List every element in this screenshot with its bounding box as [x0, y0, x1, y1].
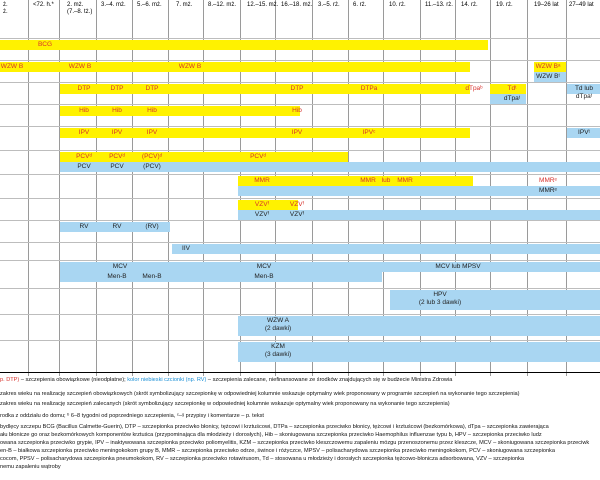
vaccine-label: VZVᶠ	[289, 201, 305, 208]
legend-text: p. DTP)	[0, 377, 20, 383]
vaccine-label: VZVᶠ	[254, 211, 270, 218]
header-cell	[280, 0, 313, 11]
vaccine-label: dTpaᵗ	[503, 95, 521, 102]
header-text: ż.	[3, 9, 8, 15]
header-text: 7. mż.	[176, 2, 193, 8]
mandatory-bar	[238, 176, 473, 186]
vaccine-label: Men-B	[142, 273, 162, 280]
header-cell	[2, 0, 9, 18]
header-cell	[388, 0, 407, 11]
legend-text: nemu zapaleniu wątroby	[0, 464, 61, 470]
vaccine-label: Men-B	[107, 273, 127, 280]
row-divider	[0, 314, 600, 315]
vaccine-label: PCV	[110, 163, 124, 170]
legend-text: zakres wieku na realizację szczepień obowiązkowych (skrót symbolizujący szczepionkę w odpowiedniej kolumnie wskazuje optymalny wiek proponowany w programie szczepień na wykonanie tego szczepienia)	[0, 391, 520, 397]
legend-text: ału błonicze go oraz bezkomórkowych komponentów krztuśca (przypominająca dla młodzieży i dorosłych), Hib – skoniugowana szczepionka przeciwko Haemophilus influenzae typu b, HPV – szczepionka przeciwko ludz	[0, 432, 542, 438]
vaccine-label: (PCV)ᵈ	[141, 153, 163, 160]
legend-line	[0, 412, 264, 420]
legend-line	[0, 400, 450, 408]
vaccine-label: (RV)	[145, 223, 159, 230]
vaccine-label: dTpaᵗ	[575, 93, 593, 100]
header-text: 12.–15. mż.	[247, 2, 279, 8]
legend-text: owana szczepionka przeciwko grypie, IPV – inaktywowana szczepionka przeciwko poliomyelitis, KZM – szczepionka przeciwko kleszczowemu zapaleniu mózgu przenoszonemu przez kleszcze, MCV – skoniugowana szczepionka przeciwk	[0, 440, 590, 446]
vaccine-label: Td lub	[574, 85, 594, 92]
vaccine-label: VZVᶠ	[254, 201, 270, 208]
vaccine-label: IPV	[111, 129, 123, 136]
row-divider	[0, 150, 600, 151]
header-text: 27–49 lat	[569, 2, 594, 8]
vaccine-label: RV	[79, 223, 89, 230]
vaccine-label: WZW Bᵗ	[536, 73, 560, 80]
recommended-bar	[60, 162, 600, 172]
row-divider	[0, 82, 600, 83]
row-divider	[0, 126, 600, 127]
recommended-bar	[238, 342, 600, 362]
header-text: ż.	[3, 2, 8, 8]
vaccine-label: Tdᵗ	[507, 85, 517, 92]
column-divider	[59, 0, 60, 376]
mandatory-bar	[60, 106, 300, 116]
vaccine-label: PCVᵈ	[250, 153, 266, 160]
header-text: 8.–12. mż.	[208, 2, 237, 8]
vaccine-label: DTP	[77, 85, 91, 92]
vaccine-label: IPV	[146, 129, 158, 136]
legend-line	[0, 376, 452, 384]
recommended-bar	[238, 316, 600, 336]
vaccine-label: (PCV)	[143, 163, 161, 170]
row-divider	[0, 104, 600, 105]
header-cell	[246, 0, 279, 11]
column-divider	[28, 0, 29, 376]
header-text: 19. rż.	[496, 2, 513, 8]
column-divider	[96, 0, 97, 376]
vaccine-label: WZW B	[178, 63, 202, 70]
vaccine-label: WZW A	[266, 317, 290, 324]
legend-line	[0, 431, 542, 439]
header-text: 5.–6. mż.	[137, 2, 162, 8]
vaccine-label: MMRᵉ	[539, 187, 557, 194]
row-divider	[0, 174, 600, 175]
row-divider	[0, 288, 600, 289]
header-cell	[533, 0, 560, 11]
header-cell	[495, 0, 514, 11]
vaccine-label: PCVᵈ	[76, 153, 92, 160]
header-cell	[32, 0, 55, 11]
header-text: 2. mż.	[67, 2, 84, 8]
header-text: 16.–18. mż.	[281, 2, 313, 8]
vaccine-label: IPVᵗ	[578, 129, 590, 136]
row-divider	[0, 60, 600, 61]
vaccine-label: DTPa	[360, 85, 378, 92]
vaccine-label: (2 dawki)	[264, 325, 292, 332]
vaccine-label: Hib	[147, 107, 157, 114]
vaccine-label: (3 dawki)	[264, 351, 292, 358]
vaccine-label: DTP	[110, 85, 124, 92]
vaccine-label: WZW B	[68, 63, 92, 70]
column-divider	[203, 0, 204, 376]
vaccine-label: WZW Bᵃ	[535, 63, 561, 70]
header-cell	[424, 0, 454, 11]
legend-text: rodka z oddziału do domu; ᵇ 6–8 tygodni od poprzedniego szczepienia, ᶜ–ᵍ przypisy i komentarze – p. tekst	[0, 413, 264, 419]
vaccine-label: IPV	[291, 129, 303, 136]
legend-divider	[0, 372, 600, 373]
row-divider	[0, 198, 600, 199]
legend-line	[0, 455, 524, 463]
recommended-bar	[60, 262, 600, 272]
row-divider	[0, 340, 600, 341]
vaccine-label: DTP	[145, 85, 159, 92]
header-text: 6. rż.	[353, 2, 367, 8]
vaccine-label: VZVᶠ	[289, 211, 305, 218]
header-cell	[352, 0, 367, 11]
header-cell	[136, 0, 163, 11]
vaccine-label: IPVᶜ	[362, 129, 376, 136]
vaccine-label: MMR	[254, 177, 270, 184]
legend-text: en-B – białkowa szczepionka przeciwko meningokokom grupy B, MMR – szczepionka przeciwko odrze, śwince i różyczce, MPSV – polisacharydowa szczepionka przeciwko meningokokom, PCV – skoniugowana szczepionka	[0, 448, 555, 454]
legend-line	[0, 463, 61, 471]
legend-line	[0, 439, 589, 447]
header-cell	[568, 0, 595, 11]
header-text: 3.–4. mż.	[101, 2, 126, 8]
row-divider	[0, 38, 600, 39]
vaccine-label: IIV	[182, 245, 190, 252]
column-divider	[168, 0, 169, 376]
vaccine-label: MMR	[397, 177, 413, 184]
row-divider	[0, 220, 600, 221]
legend-text: – szczepienia zalecane, niefinansowane ze środków znajdujących się w budżecie Ministra Zdrowia	[206, 377, 453, 383]
vaccine-label: IPV	[78, 129, 90, 136]
row-divider	[0, 242, 600, 243]
vaccine-label: HPV	[433, 291, 447, 298]
vaccine-label: Hib	[292, 107, 302, 114]
vaccine-label: lub	[381, 177, 391, 184]
header-text: 11.–13. rż.	[425, 2, 453, 8]
header-text: <72. h.*	[33, 2, 54, 8]
vaccine-label: BCG	[37, 41, 53, 48]
legend-line	[0, 390, 520, 398]
header-cell	[460, 0, 479, 11]
vaccine-label: MCV lub MPSV	[435, 263, 481, 270]
header-cell	[317, 0, 341, 11]
vaccine-label: WZW B	[0, 63, 24, 70]
legend-text: bydlęcy szczepu BCG (Bacillus Calmette-Guerin), DTP – szczepionka przeciwko błonicy, tężcowi i krztuścowi, DTPa – szczepionka przeciwko błonicy, tężcowi i krztuścowi (bezkomórkowa), dTpa – szczepionka zawierająca	[0, 424, 549, 430]
vaccine-label: MCV	[256, 263, 272, 270]
legend-text: – szczepienia obowiązkowe (nieodpłatne);	[19, 377, 128, 383]
header-text: 10. rż.	[389, 2, 406, 8]
legend-text: zakres wieku na realizację szczepień zalecanych (skrót symbolizujący szczepionkę w odpowiedniej kolumnie wskazuje optymalny wiek proponowany na wykonanie tego szczepienia)	[0, 401, 450, 407]
vaccine-label: PCVᵈ	[109, 153, 125, 160]
vaccine-label: dTpaᵇ	[465, 85, 483, 92]
legend-text: cocom, PPSV – polisacharydowa szczepionka pneumokokom, RV – szczepionka przeciwko rotawirusom, Td – stosowana u młodzieży i dorosłych szczepionka tężcowo-błonicza adsorbowana, VZV – szczepionka	[0, 456, 524, 462]
header-text: 3.–5. rż.	[318, 2, 340, 8]
header-cell	[207, 0, 237, 11]
vaccine-label: MMRᵉ	[539, 177, 557, 184]
mandatory-bar	[60, 152, 348, 162]
legend-line	[0, 447, 555, 455]
header-text: 19–26 lat	[534, 2, 559, 8]
vaccine-label: MCV	[112, 263, 128, 270]
legend-text: kolor niebieski czcionki (np. RV)	[127, 377, 207, 383]
vaccine-label: RV	[112, 223, 122, 230]
header-text: 14. rż.	[461, 2, 478, 8]
row-divider	[0, 260, 600, 261]
header-cell	[66, 0, 93, 18]
vaccine-label: PCV	[77, 163, 91, 170]
header-cell	[175, 0, 193, 11]
vaccine-label: Hib	[79, 107, 89, 114]
vaccine-label: MMR	[360, 177, 376, 184]
column-divider	[132, 0, 133, 376]
vaccine-label: (2 lub 3 dawki)	[418, 299, 462, 306]
header-cell	[100, 0, 127, 11]
recommended-bar	[172, 244, 600, 254]
mandatory-bar	[0, 40, 488, 50]
vaccine-label: DTP	[290, 85, 304, 92]
legend-line	[0, 423, 549, 431]
vaccine-label: KZM	[271, 343, 285, 350]
header-text: (7.–8. tż.)	[67, 9, 93, 15]
vaccine-label: Hib	[112, 107, 122, 114]
vaccine-label: Men-B	[254, 273, 274, 280]
